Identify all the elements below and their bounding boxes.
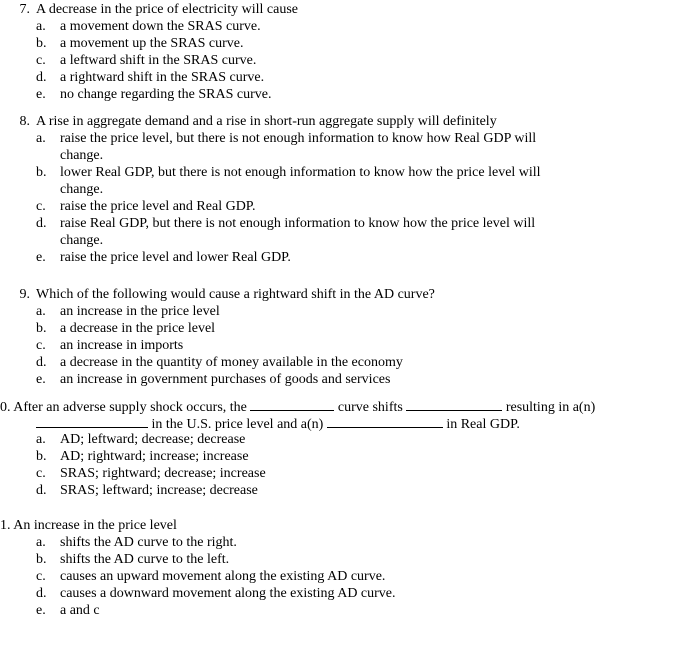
question-stem-line-1 (0, 398, 595, 417)
option-letter: a. (36, 535, 46, 550)
option-text: a leftward shift in the SRAS curve. (60, 53, 257, 68)
question-stem-line (0, 518, 177, 535)
question-number: 0. (0, 400, 11, 415)
question-number: 1. (0, 518, 11, 533)
option-text: causes an upward movement along the existing AD curve. (60, 569, 386, 584)
option-letter: b. (36, 449, 47, 464)
option-text: raise the price level, but there is not enough information to know how Real GDP will change. (60, 131, 537, 163)
question-stem: A rise in aggregate demand and a rise in short-run aggregate supply will definitely (36, 114, 497, 129)
question-stem-part: in the U.S. price level and a(n) (151, 417, 324, 432)
option-letter: c. (36, 199, 46, 214)
question-number: 7. (19, 2, 30, 17)
option-text: an increase in imports (60, 338, 184, 353)
option-text: an increase in the price level (60, 304, 220, 319)
option-letter: b. (36, 552, 47, 567)
option-text: a rightward shift in the SRAS curve. (60, 70, 265, 85)
option-text: a decrease in the price level (60, 321, 216, 336)
option-letter: e. (36, 603, 46, 618)
option-letter: e. (36, 372, 46, 387)
option-text: shifts the AD curve to the left. (60, 552, 230, 567)
option-letter: b. (36, 165, 47, 180)
option-text: raise Real GDP, but there is not enough information to know how the price level will change. (60, 216, 536, 248)
option-letter: c. (36, 338, 46, 353)
option-letter: e. (36, 250, 46, 265)
option-letter: a. (36, 304, 46, 319)
option-letter: d. (36, 483, 47, 498)
option-letter: b. (36, 321, 47, 336)
option-letter: c. (36, 53, 46, 68)
option-text: causes a downward movement along the existing AD curve. (60, 586, 396, 601)
option-text: raise the price level and lower Real GDP. (60, 250, 291, 265)
option-text: SRAS; leftward; increase; decrease (60, 483, 258, 498)
question-stem: A decrease in the price of electricity will cause (36, 2, 298, 17)
option-text: a movement down the SRAS curve. (60, 19, 261, 34)
option-text: shifts the AD curve to the right. (60, 535, 237, 550)
option-letter: c. (36, 466, 46, 481)
question-stem-part: in Real GDP. (446, 417, 520, 432)
option-text: a decrease in the quantity of money available in the economy (60, 355, 403, 370)
option-text: a movement up the SRAS curve. (60, 36, 244, 51)
option-text: a and c (60, 603, 100, 618)
option-text: AD; rightward; increase; increase (60, 449, 249, 464)
question-stem-line-2 (36, 415, 520, 434)
question-number: 8. (19, 114, 30, 129)
option-letter: a. (36, 19, 46, 34)
question-number: 9. (19, 287, 30, 302)
question-stem-part: After an adverse supply shock occurs, the (13, 400, 247, 415)
option-text: no change regarding the SRAS curve. (60, 87, 272, 102)
answer-blank[interactable] (406, 398, 502, 411)
option-letter: a. (36, 432, 46, 447)
option-letter: d. (36, 70, 47, 85)
question-stem-part: curve shifts (337, 400, 403, 415)
option-letter: e. (36, 87, 46, 102)
option-text: an increase in government purchases of goods and services (60, 372, 391, 387)
question-stem: An increase in the price level (13, 518, 177, 533)
answer-blank[interactable] (327, 415, 443, 428)
option-text: raise the price level and Real GDP. (60, 199, 256, 214)
option-letter: d. (36, 586, 47, 601)
option-letter: d. (36, 216, 47, 231)
option-letter: b. (36, 36, 47, 51)
option-text: AD; leftward; decrease; decrease (60, 432, 246, 447)
option-letter: c. (36, 569, 46, 584)
question-stem: Which of the following would cause a rightward shift in the AD curve? (36, 287, 435, 302)
answer-blank[interactable] (250, 398, 334, 411)
answer-blank[interactable] (36, 415, 148, 428)
question-stem-part: resulting in a(n) (505, 400, 596, 415)
option-text: lower Real GDP, but there is not enough information to know how the price level will change. (60, 165, 541, 197)
option-letter: a. (36, 131, 46, 146)
option-letter: d. (36, 355, 47, 370)
option-text: SRAS; rightward; decrease; increase (60, 466, 266, 481)
